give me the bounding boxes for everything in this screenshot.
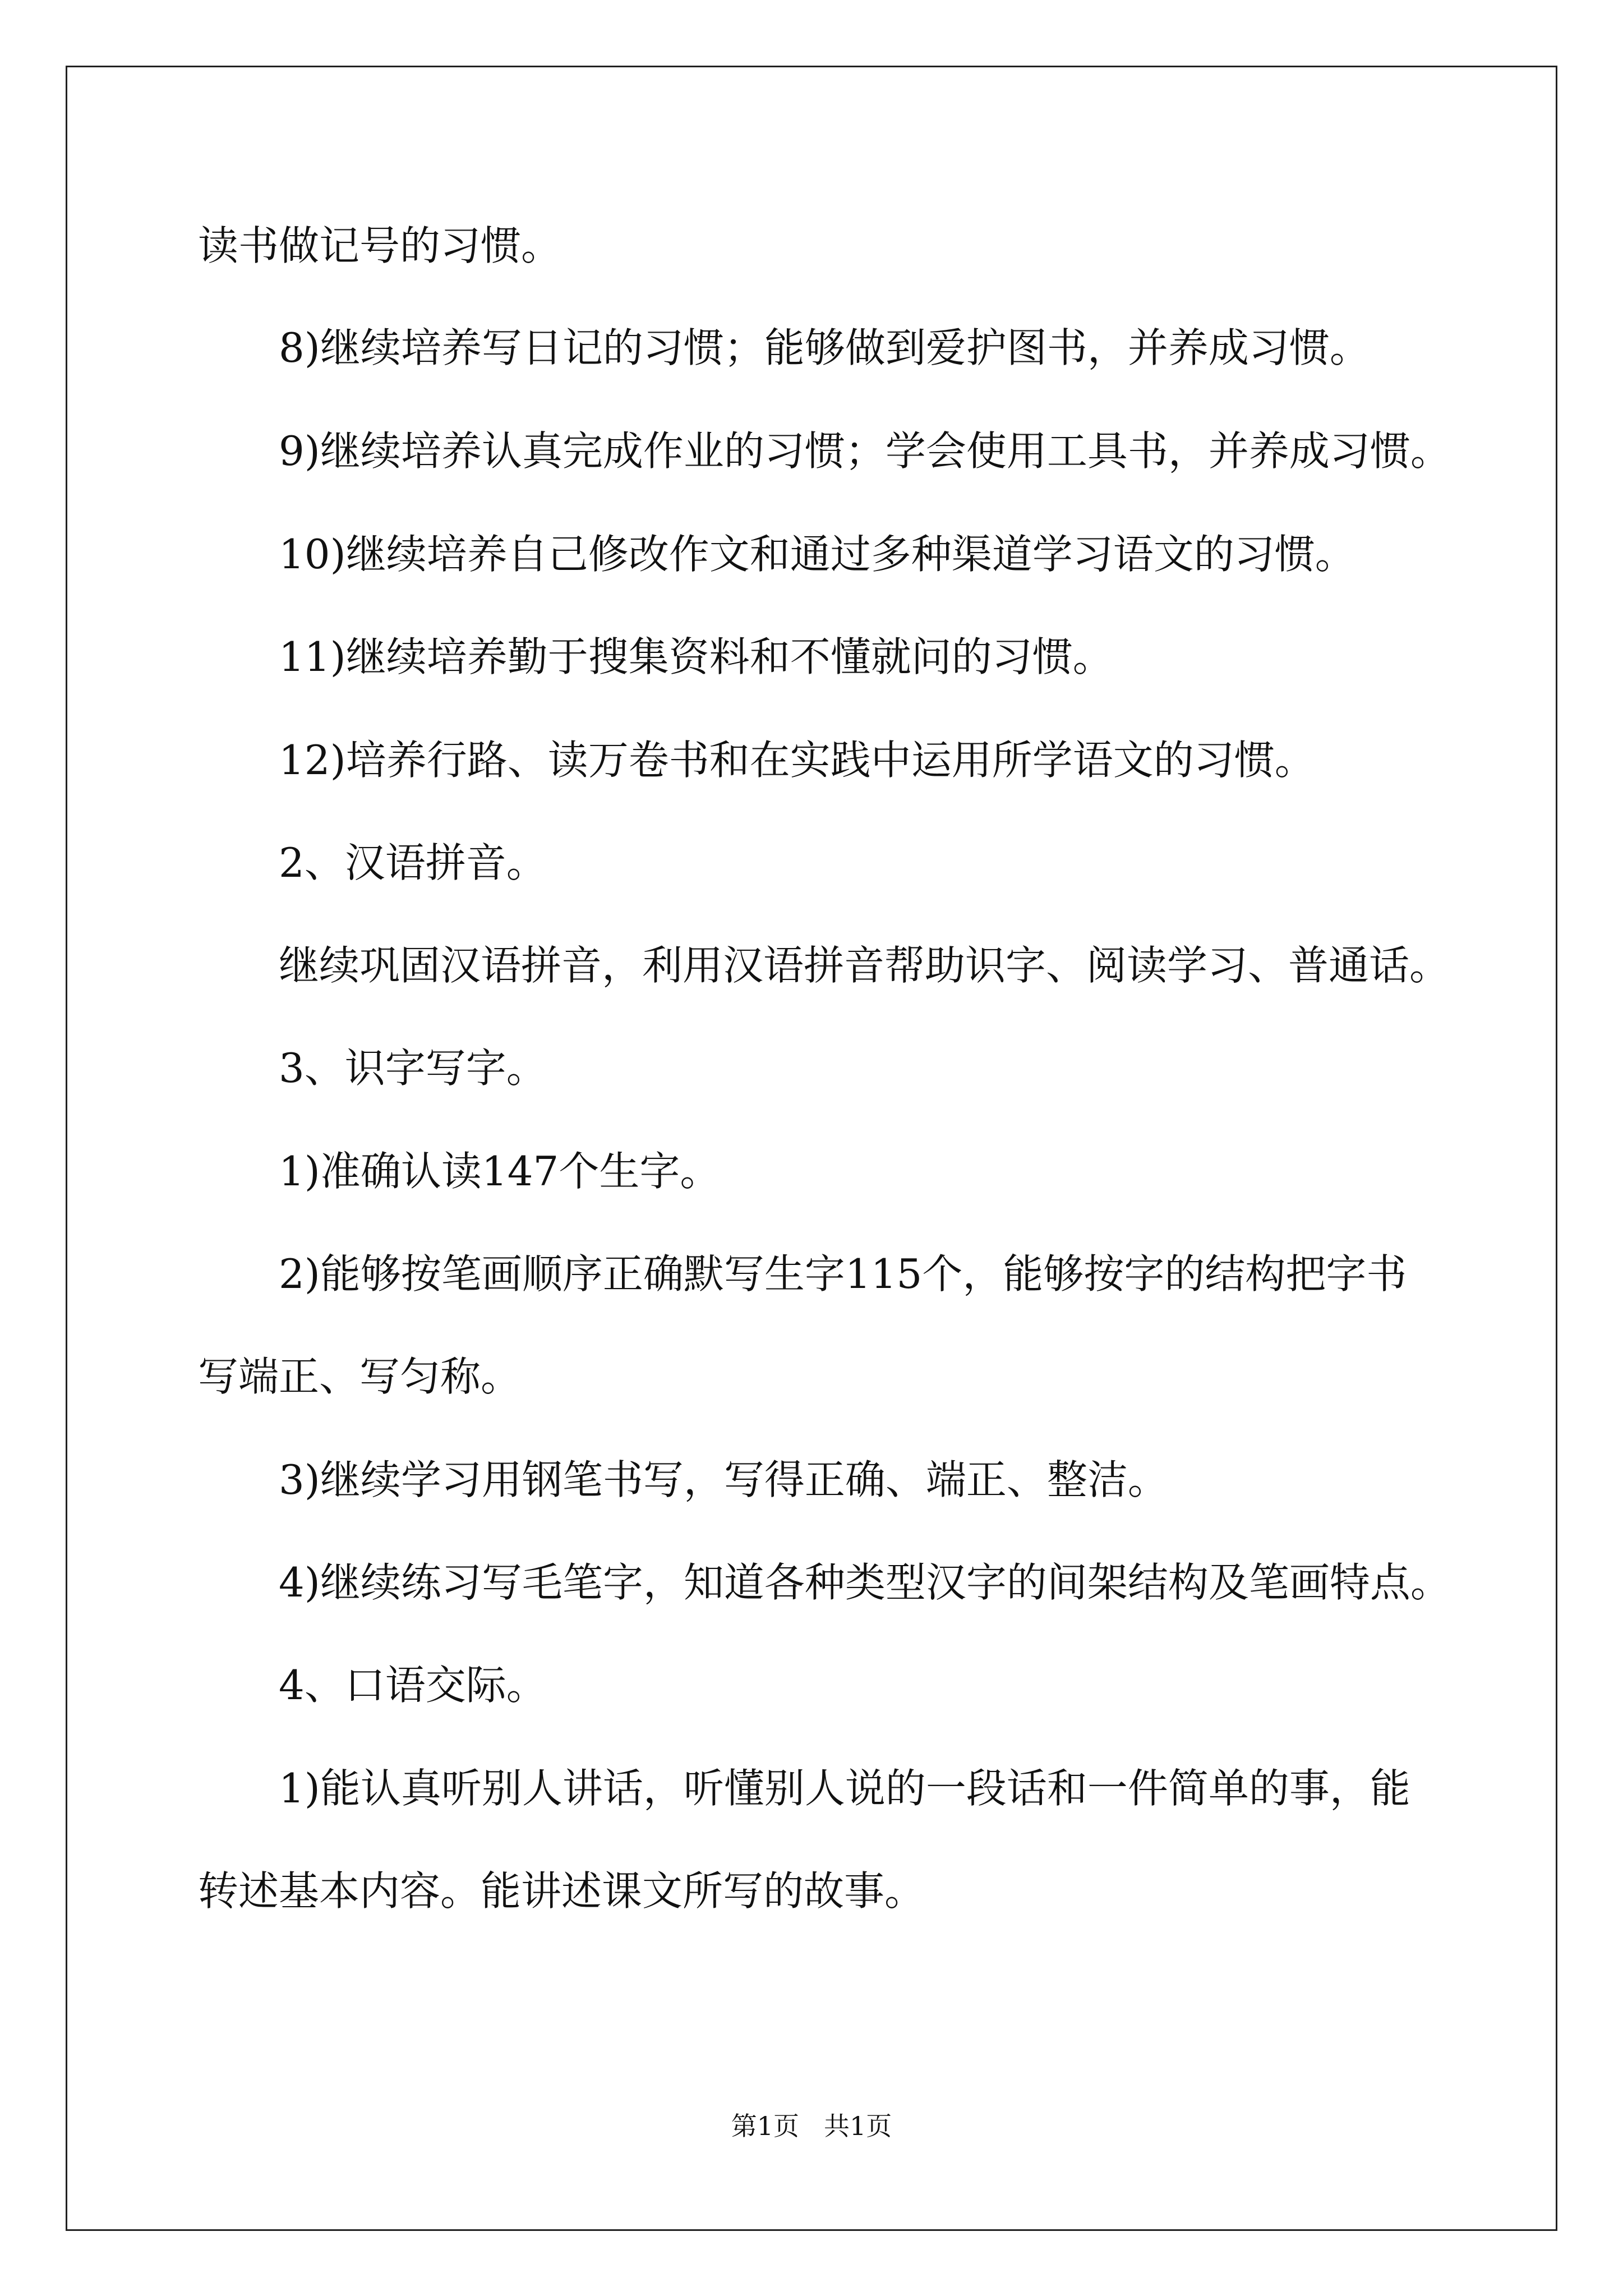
text-line: 读书做记号的习惯。 xyxy=(198,222,562,269)
text-line: 1)能认真听别人讲话，听懂别人说的一段话和一件简单的事，能 xyxy=(279,1765,1410,1812)
text-line: 写端正、写匀称。 xyxy=(198,1353,522,1400)
section-heading: 3、识字写字。 xyxy=(279,1045,547,1092)
text-line: 12)培养行路、读万卷书和在实践中运用所学语文的习惯。 xyxy=(279,737,1315,784)
page-footer xyxy=(0,2106,1623,2143)
text-line: 9)继续培养认真完成作业的习惯；学会使用工具书，并养成习惯。 xyxy=(279,427,1451,475)
text-line: 2)能够按笔画顺序正确默写生字115个，能够按字的结构把字书 xyxy=(279,1250,1407,1297)
text-line: 3)继续学习用钢笔书写，写得正确、端正、整洁。 xyxy=(279,1456,1168,1503)
page-total: 共1页 xyxy=(824,2111,892,2141)
text-line: 继续巩固汉语拼音，利用汉语拼音帮助识字、阅读学习、普通话。 xyxy=(279,942,1450,989)
section-heading: 4、口语交际。 xyxy=(279,1662,547,1709)
page-number: 第1页 xyxy=(731,2111,799,2141)
text-line: 11)继续培养勤于搜集资料和不懂就问的习惯。 xyxy=(279,633,1113,680)
text-line: 10)继续培养自己修改作文和通过多种渠道学习语文的习惯。 xyxy=(279,531,1355,578)
section-heading: 2、汉语拼音。 xyxy=(279,839,547,886)
text-line: 8)继续培养写日记的习惯；能够做到爱护图书，并养成习惯。 xyxy=(279,324,1370,371)
text-line: 1)准确认读147个生字。 xyxy=(279,1148,721,1195)
text-line: 4)继续练习写毛笔字，知道各种类型汉字的间架结构及笔画特点。 xyxy=(279,1559,1451,1606)
text-line: 转述基本内容。能讲述课文所写的故事。 xyxy=(198,1867,925,1915)
